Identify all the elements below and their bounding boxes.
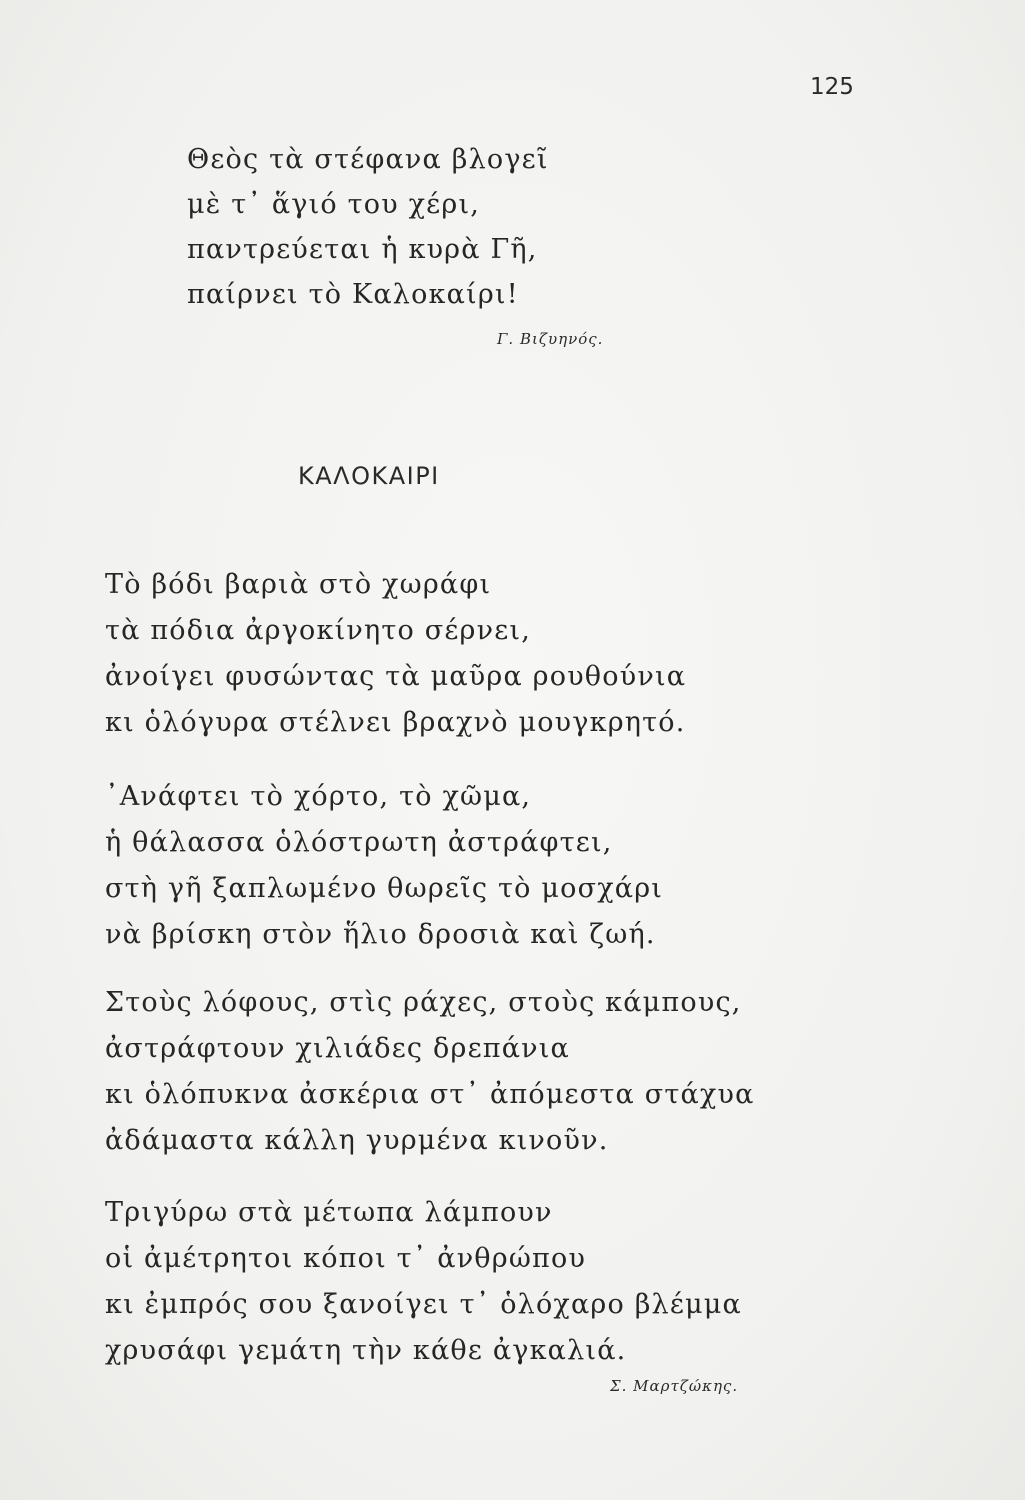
poem-line: ἀστράφτουν χιλιάδες δρεπάνια: [105, 1033, 570, 1064]
first-poem-stanza: [187, 137, 549, 317]
poem-line: χρυσάφι γεμάτη τὴν κάθε ἀγκαλιά.: [105, 1335, 627, 1366]
first-poem-author: Γ. Βιζυηνός.: [497, 330, 604, 348]
poem-line: παντρεύεται ἡ κυρὰ Γῆ,: [187, 234, 538, 265]
poem-line: Στοὺς λόφους, στὶς ράχες, στοὺς κάμπους,: [105, 987, 742, 1018]
poem-line: ᾿Ανάφτει τὸ χόρτο, τὸ χῶμα,: [105, 781, 532, 812]
poem-line: ἀνοίγει φυσώντας τὰ μαῦρα ρουθούνια: [105, 661, 687, 692]
stanza-3: [105, 980, 755, 1164]
page-number: 125: [810, 74, 854, 100]
poem-line: νὰ βρίσκη στὸν ἥλιο δροσιὰ καὶ ζωή.: [105, 919, 656, 950]
poem-line: ἀδάμαστα κάλλη γυρμένα κινοῦν.: [105, 1125, 609, 1156]
second-poem-author: Σ. Μαρτζώκης.: [610, 1377, 739, 1395]
poem-line: κι ὁλόγυρα στέλνει βραχνὸ μουγκρητό.: [105, 707, 686, 738]
poem-line: τὰ πόδια ἀργοκίνητο σέρνει,: [105, 615, 531, 646]
poem-line: Τὸ βόδι βαριὰ στὸ χωράφι: [105, 569, 492, 600]
stanza-4: [105, 1190, 742, 1374]
poem-line: ἡ θάλασσα ὁλόστρωτη ἀστράφτει,: [105, 827, 613, 858]
poem-line: μὲ τ᾽ ἅγιό του χέρι,: [187, 189, 481, 220]
poem-line: κι ἐμπρός σου ξανοίγει τ᾽ ὁλόχαρο βλέμμα: [105, 1289, 742, 1320]
poem-line: παίρνει τὸ Καλοκαίρι!: [187, 279, 519, 310]
stanza-1: [105, 562, 686, 746]
poem-line: Τριγύρω στὰ μέτωπα λάμπουν: [105, 1197, 553, 1228]
poem-line: Θεὸς τὰ στέφανα βλογεῖ: [187, 144, 549, 175]
stanza-2: [105, 774, 663, 958]
poem-line: στὴ γῆ ξαπλωμένο θωρεῖς τὸ μοσχάρι: [105, 873, 664, 904]
poem-title: ΚΑΛΟΚΑΙΡΙ: [298, 462, 440, 490]
poem-line: οἱ ἀμέτρητοι κόποι τ᾽ ἀνθρώπου: [105, 1243, 587, 1274]
poem-line: κι ὁλόπυκνα ἀσκέρια στ᾽ ἀπόμεστα στάχυα: [105, 1079, 755, 1110]
